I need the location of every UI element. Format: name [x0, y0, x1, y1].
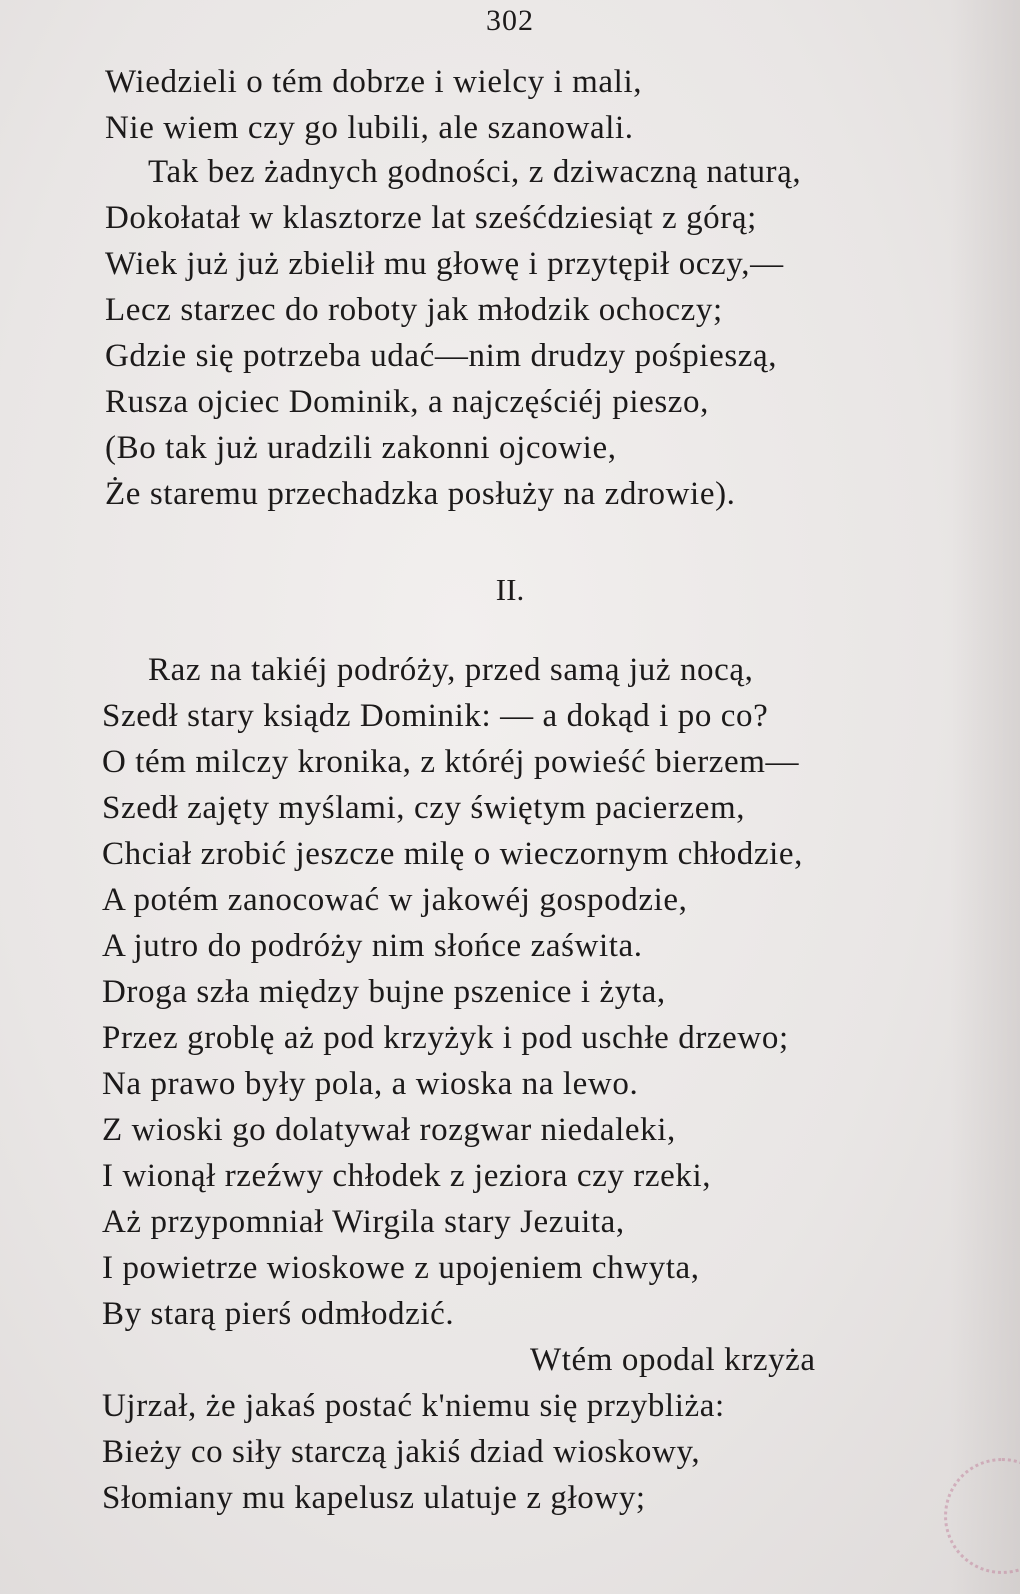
verse-line: Wtém opodal krzyża	[530, 1342, 816, 1378]
verse-line: Wiek już już zbielił mu głowę i przytępił oczy,—	[105, 246, 784, 282]
page-edge-shadow	[950, 0, 1020, 1594]
verse-line: Aż przypomniał Wirgila stary Jezuita,	[102, 1204, 625, 1240]
verse-line: Z wioski go dolatywał rozgwar niedaleki,	[102, 1112, 676, 1148]
page-number: 302	[486, 4, 534, 37]
section-heading: II.	[495, 572, 525, 607]
verse-line: A jutro do podróży nim słońce zaświta.	[102, 928, 643, 964]
verse-line: I wionął rzeźwy chłodek z jeziora czy rzeki,	[102, 1158, 712, 1194]
verse-line: Droga szła między bujne pszenice i żyta,	[102, 974, 666, 1010]
verse-line: Ujrzał, że jakaś postać k'niemu się przybliża:	[102, 1388, 725, 1424]
verse-line: By starą pierś odmłodzić.	[102, 1296, 455, 1332]
verse-line: (Bo tak już uradzili zakonni ojcowie,	[105, 430, 617, 466]
verse-line: Słomiany mu kapelusz ulatuje z głowy;	[102, 1480, 646, 1516]
verse-line: O tém milczy kronika, z któréj powieść bierzem—	[102, 744, 800, 780]
verse-line: Dokołatał w klasztorze lat sześćdziesiąt z górą;	[105, 200, 757, 236]
verse-line: A potém zanocować w jakowéj gospodzie,	[102, 882, 688, 918]
verse-line: Lecz starzec do roboty jak młodzik ochoczy;	[105, 292, 723, 328]
verse-line: Raz na takiéj podróży, przed samą już nocą,	[148, 652, 754, 688]
verse-line: Na prawo były pola, a wioska na lewo.	[102, 1066, 639, 1102]
verse-line: Tak bez żadnych godności, z dziwaczną naturą,	[148, 154, 802, 190]
verse-line: Że staremu przechadzka posłuży na zdrowie).	[105, 476, 736, 512]
verse-line: I powietrze wioskowe z upojeniem chwyta,	[102, 1250, 700, 1286]
verse-line: Bieży co siły starczą jakiś dziad wioskowy,	[102, 1434, 701, 1470]
verse-line: Wiedzieli o tém dobrze i wielcy i mali,	[105, 64, 643, 100]
verse-line: Gdzie się potrzeba udać—nim drudzy pośpieszą,	[105, 338, 778, 374]
verse-line: Przez groblę aż pod krzyżyk i pod uschłe drzewo;	[102, 1020, 789, 1056]
verse-line: Szedł zajęty myślami, czy świętym pacierzem,	[102, 790, 746, 826]
verse-line: Szedł stary ksiądz Dominik: — a dokąd i po co?	[102, 698, 769, 734]
verse-line: Nie wiem czy go lubili, ale szanowali.	[105, 110, 634, 146]
verse-line: Chciał zrobić jeszcze milę o wieczornym chłodzie,	[102, 836, 804, 872]
verse-line: Rusza ojciec Dominik, a najczęściéj pieszo,	[105, 384, 709, 420]
